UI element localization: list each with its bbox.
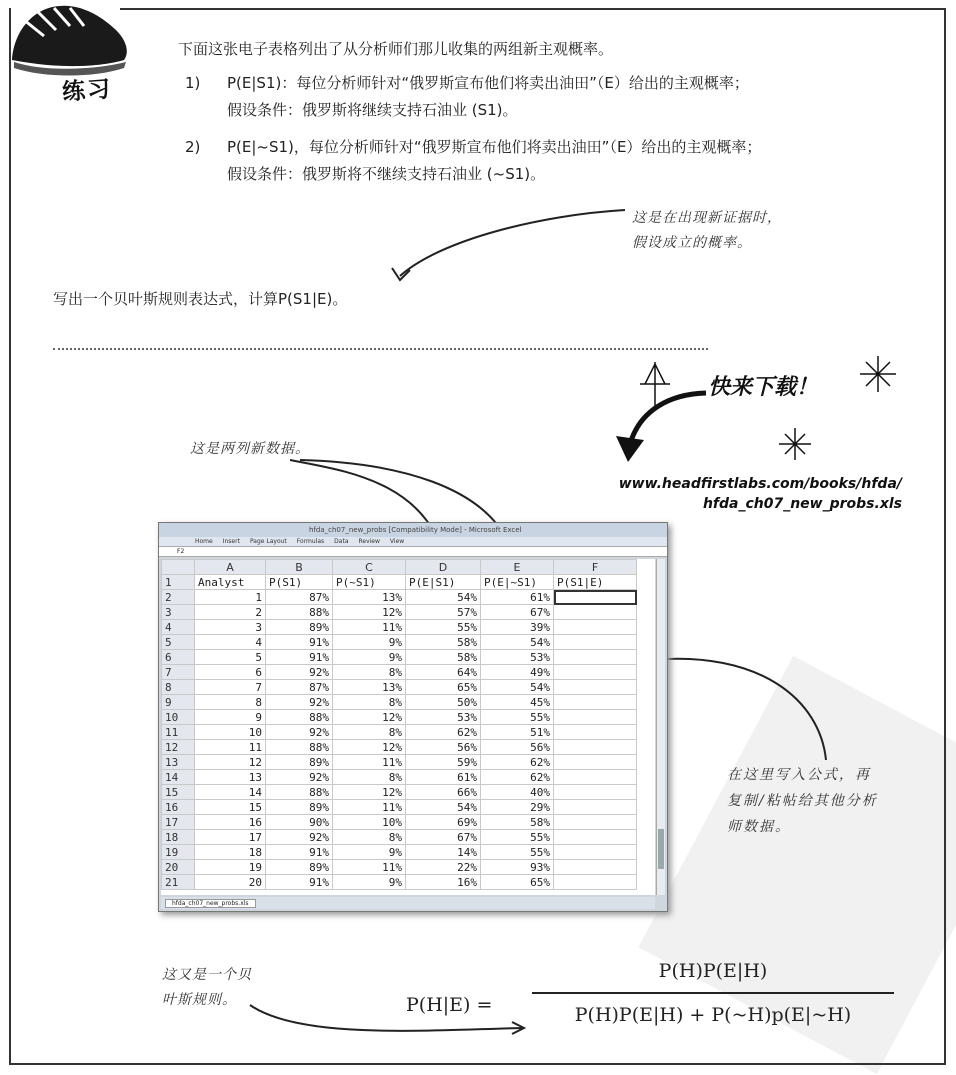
- column-header[interactable]: E: [481, 560, 554, 575]
- table-cell[interactable]: [554, 785, 637, 800]
- item-number: 1): [185, 74, 201, 92]
- table-cell[interactable]: 45%: [481, 695, 554, 710]
- table-cell[interactable]: 9%: [333, 845, 406, 860]
- table-row: [162, 650, 637, 665]
- table-cell[interactable]: [554, 800, 637, 815]
- table-cell[interactable]: 2: [195, 605, 266, 620]
- table-row: [162, 665, 637, 680]
- table-cell[interactable]: 92%: [266, 725, 333, 740]
- table-cell[interactable]: 54%: [406, 590, 481, 605]
- table-cell[interactable]: 8%: [333, 770, 406, 785]
- annotation-line: 这是在出现新证据时，: [632, 210, 782, 226]
- column-header[interactable]: C: [333, 560, 406, 575]
- spreadsheet-grid: [161, 559, 655, 895]
- table-cell[interactable]: 64%: [406, 665, 481, 680]
- table-cell[interactable]: 87%: [266, 680, 333, 695]
- table-cell[interactable]: [554, 605, 637, 620]
- table-cell[interactable]: 14: [195, 785, 266, 800]
- table-cell[interactable]: 89%: [266, 755, 333, 770]
- table-cell[interactable]: [554, 680, 637, 695]
- annotation-line: 假设成立的概率。: [632, 235, 752, 251]
- table-cell[interactable]: 12%: [333, 605, 406, 620]
- table-cell[interactable]: 90%: [266, 815, 333, 830]
- tab-review[interactable]: Review: [358, 538, 380, 545]
- tab-page-layout[interactable]: Page Layout: [249, 538, 287, 545]
- table-cell[interactable]: 88%: [266, 785, 333, 800]
- formula-numerator: P(H)P(E|H): [658, 960, 768, 982]
- scrollbar-thumb[interactable]: [658, 829, 664, 869]
- table-cell[interactable]: 19: [195, 860, 266, 875]
- table-cell[interactable]: 8%: [333, 695, 406, 710]
- table-cell[interactable]: 16%: [406, 875, 481, 890]
- tab-insert[interactable]: Insert: [222, 538, 240, 545]
- table-cell[interactable]: 12%: [333, 785, 406, 800]
- table-cell[interactable]: 58%: [481, 815, 554, 830]
- table-row: [162, 710, 637, 725]
- table-cell[interactable]: [554, 860, 637, 875]
- table-cell[interactable]: 10: [195, 725, 266, 740]
- table-cell[interactable]: 9%: [333, 650, 406, 665]
- table-cell[interactable]: 67%: [481, 605, 554, 620]
- table-cell[interactable]: 8: [195, 695, 266, 710]
- table-cell[interactable]: 88%: [266, 710, 333, 725]
- table-cell[interactable]: 6: [195, 665, 266, 680]
- row-header[interactable]: 6: [162, 650, 195, 665]
- table-cell[interactable]: 61%: [406, 770, 481, 785]
- table-cell[interactable]: 12%: [333, 710, 406, 725]
- table-cell[interactable]: 93%: [481, 860, 554, 875]
- table-row: [162, 590, 637, 605]
- table-cell[interactable]: [554, 620, 637, 635]
- table-row: [162, 605, 637, 620]
- table-cell[interactable]: 51%: [481, 725, 554, 740]
- table-cell[interactable]: 65%: [406, 680, 481, 695]
- table-cell[interactable]: 91%: [266, 635, 333, 650]
- formula-fraction: [532, 960, 894, 1026]
- table-row: [162, 860, 637, 875]
- table-cell[interactable]: 54%: [406, 800, 481, 815]
- table-cell[interactable]: 39%: [481, 620, 554, 635]
- table-cell[interactable]: 88%: [266, 605, 333, 620]
- column-header[interactable]: B: [266, 560, 333, 575]
- table-cell[interactable]: 56%: [481, 740, 554, 755]
- table-cell[interactable]: 88%: [266, 740, 333, 755]
- table-cell[interactable]: [554, 815, 637, 830]
- table-row: [162, 815, 637, 830]
- table-cell[interactable]: Analyst: [195, 575, 266, 590]
- column-header[interactable]: A: [195, 560, 266, 575]
- table-cell[interactable]: 18: [195, 845, 266, 860]
- table-cell[interactable]: 12%: [333, 740, 406, 755]
- row-header[interactable]: 14: [162, 770, 195, 785]
- table-row: [162, 680, 637, 695]
- table-cell[interactable]: 62%: [481, 770, 554, 785]
- table-cell[interactable]: 11%: [333, 800, 406, 815]
- annotation-new-columns: 这是两列新数据。: [190, 441, 310, 457]
- formula-bar[interactable]: [159, 546, 667, 557]
- table-cell[interactable]: 13%: [333, 680, 406, 695]
- table-cell[interactable]: 5: [195, 650, 266, 665]
- table-cell[interactable]: 4: [195, 635, 266, 650]
- table-cell[interactable]: 11: [195, 740, 266, 755]
- table-cell[interactable]: 10%: [333, 815, 406, 830]
- table-cell[interactable]: 56%: [406, 740, 481, 755]
- table-cell[interactable]: 14%: [406, 845, 481, 860]
- row-header[interactable]: 19: [162, 845, 195, 860]
- table-cell[interactable]: 11%: [333, 620, 406, 635]
- exercise-badge: [4, 0, 136, 108]
- table-cell[interactable]: [554, 740, 637, 755]
- table-cell[interactable]: [554, 725, 637, 740]
- table-cell[interactable]: 16: [195, 815, 266, 830]
- table-cell[interactable]: 13%: [333, 590, 406, 605]
- table-cell[interactable]: 3: [195, 620, 266, 635]
- sheet-tab-bar: [161, 897, 655, 909]
- table-cell[interactable]: 17: [195, 830, 266, 845]
- table-cell[interactable]: 62%: [406, 725, 481, 740]
- table-row: [162, 800, 637, 815]
- table-cell[interactable]: 55%: [481, 845, 554, 860]
- table-cell[interactable]: 11%: [333, 860, 406, 875]
- table-cell[interactable]: [554, 695, 637, 710]
- row-header[interactable]: 12: [162, 740, 195, 755]
- column-letter-row: [162, 560, 637, 575]
- row-header[interactable]: 13: [162, 755, 195, 770]
- table-cell[interactable]: 54%: [481, 680, 554, 695]
- table-cell[interactable]: 58%: [406, 635, 481, 650]
- table-cell[interactable]: 92%: [266, 665, 333, 680]
- table-cell[interactable]: 50%: [406, 695, 481, 710]
- selected-cell[interactable]: [554, 590, 637, 605]
- name-box[interactable]: F2: [177, 548, 185, 555]
- formula-denominator: P(H)P(E|H) + P(~H)p(E|~H): [574, 1004, 852, 1026]
- top-border: [120, 8, 944, 10]
- table-row: [162, 725, 637, 740]
- download-label: 快来下载！: [708, 374, 819, 400]
- table-cell[interactable]: [554, 665, 637, 680]
- row-header[interactable]: 2: [162, 590, 195, 605]
- table-cell[interactable]: 55%: [481, 830, 554, 845]
- table-cell[interactable]: 1: [195, 590, 266, 605]
- table-cell[interactable]: 9%: [333, 875, 406, 890]
- table-cell[interactable]: 9%: [333, 635, 406, 650]
- table-cell[interactable]: 92%: [266, 695, 333, 710]
- table-row: [162, 695, 637, 710]
- window-title: hfda_ch07_new_probs [Compatibility Mode] - Microsoft Excel: [309, 526, 522, 534]
- row-header[interactable]: 11: [162, 725, 195, 740]
- table-cell[interactable]: 11%: [333, 755, 406, 770]
- table-cell[interactable]: [554, 710, 637, 725]
- item-line: 假设条件：俄罗斯将不继续支持石油业 (~S1)。: [227, 165, 546, 183]
- table-row: [162, 845, 637, 860]
- table-cell[interactable]: 89%: [266, 860, 333, 875]
- ribbon-tabs: [159, 537, 667, 546]
- table-cell[interactable]: 62%: [481, 755, 554, 770]
- table-cell[interactable]: 91%: [266, 845, 333, 860]
- item-line: P(E|S1)：每位分析师针对“俄罗斯宣布他们将卖出油田”（E）给出的主观概率；: [227, 74, 749, 92]
- table-cell[interactable]: 89%: [266, 620, 333, 635]
- tab-data[interactable]: Data: [334, 538, 349, 545]
- question-text: 写出一个贝叶斯规则表达式，计算P(S1|E)。: [53, 290, 348, 308]
- table-row: [162, 785, 637, 800]
- table-cell[interactable]: [554, 650, 637, 665]
- row-header[interactable]: 10: [162, 710, 195, 725]
- url-line: hfda_ch07_new_probs.xls: [702, 496, 902, 512]
- formula-lhs: P(H|E) =: [406, 994, 493, 1016]
- table-cell[interactable]: 15: [195, 800, 266, 815]
- table-cell[interactable]: 92%: [266, 770, 333, 785]
- row-header[interactable]: 20: [162, 860, 195, 875]
- table-cell[interactable]: 66%: [406, 785, 481, 800]
- data-table: [161, 559, 637, 890]
- annotation-evidence: [632, 206, 782, 256]
- spreadsheet-screenshot: [158, 522, 668, 912]
- row-header[interactable]: 7: [162, 665, 195, 680]
- table-cell[interactable]: 8%: [333, 665, 406, 680]
- table-row: [162, 620, 637, 635]
- table-cell[interactable]: 53%: [481, 650, 554, 665]
- table-cell[interactable]: 12: [195, 755, 266, 770]
- table-cell[interactable]: 8%: [333, 725, 406, 740]
- table-cell[interactable]: 61%: [481, 590, 554, 605]
- table-cell[interactable]: [554, 875, 637, 890]
- intro-text: 下面这张电子表格列出了从分析师们那儿收集的两组新主观概率。: [178, 40, 614, 58]
- row-header[interactable]: 17: [162, 815, 195, 830]
- annotation-line: 叶斯规则。: [162, 992, 237, 1008]
- vertical-scrollbar[interactable]: [656, 559, 665, 895]
- table-cell[interactable]: 89%: [266, 800, 333, 815]
- annotation-line: 在这里写入公式，再: [727, 767, 871, 783]
- annotation-formula: [727, 762, 927, 840]
- table-cell[interactable]: P(S1|E): [554, 575, 637, 590]
- table-cell[interactable]: 65%: [481, 875, 554, 890]
- download-url[interactable]: [590, 474, 902, 514]
- table-cell[interactable]: [554, 635, 637, 650]
- table-row: [162, 575, 637, 590]
- row-header[interactable]: 3: [162, 605, 195, 620]
- table-cell[interactable]: P(~S1): [333, 575, 406, 590]
- excel-titlebar: [159, 523, 667, 537]
- table-cell[interactable]: 53%: [406, 710, 481, 725]
- row-header[interactable]: 8: [162, 680, 195, 695]
- table-cell[interactable]: 9: [195, 710, 266, 725]
- table-cell[interactable]: 49%: [481, 665, 554, 680]
- annotation-line: 复制/粘帖给其他分析: [727, 793, 878, 809]
- table-cell[interactable]: 40%: [481, 785, 554, 800]
- table-cell[interactable]: 22%: [406, 860, 481, 875]
- row-header[interactable]: 21: [162, 875, 195, 890]
- table-cell[interactable]: 57%: [406, 605, 481, 620]
- table-cell[interactable]: 69%: [406, 815, 481, 830]
- table-cell[interactable]: 20: [195, 875, 266, 890]
- annotation-line: 师数据。: [727, 819, 791, 835]
- item-line: 假设条件：俄罗斯将继续支持石油业 (S1)。: [227, 101, 518, 119]
- table-cell[interactable]: 91%: [266, 650, 333, 665]
- table-row: [162, 875, 637, 890]
- column-header[interactable]: D: [406, 560, 481, 575]
- tab-view[interactable]: View: [389, 538, 405, 545]
- table-row: [162, 635, 637, 650]
- row-header[interactable]: 18: [162, 830, 195, 845]
- table-cell[interactable]: P(E|~S1): [481, 575, 554, 590]
- row-header[interactable]: 9: [162, 695, 195, 710]
- sheet-tab[interactable]: hfda_ch07_new_probs.xls: [165, 899, 256, 908]
- table-cell[interactable]: 55%: [481, 710, 554, 725]
- table-cell[interactable]: P(S1): [266, 575, 333, 590]
- table-cell[interactable]: P(E|S1): [406, 575, 481, 590]
- table-cell[interactable]: [554, 770, 637, 785]
- answer-line: [53, 348, 708, 350]
- tab-formulas[interactable]: Formulas: [296, 538, 325, 545]
- table-cell[interactable]: [554, 755, 637, 770]
- url-line: www.headfirstlabs.com/books/hfda/: [618, 476, 902, 492]
- table-cell[interactable]: 67%: [406, 830, 481, 845]
- column-header[interactable]: F: [554, 560, 637, 575]
- row-header[interactable]: 15: [162, 785, 195, 800]
- table-cell[interactable]: 91%: [266, 875, 333, 890]
- table-row: [162, 770, 637, 785]
- table-cell[interactable]: [554, 830, 637, 845]
- table-cell[interactable]: 8%: [333, 830, 406, 845]
- item-line: P(E|~S1)，每位分析师针对“俄罗斯宣布他们将卖出油田”（E）给出的主观概率；: [227, 138, 762, 156]
- table-cell[interactable]: 29%: [481, 800, 554, 815]
- row-header[interactable]: 4: [162, 620, 195, 635]
- table-cell[interactable]: 54%: [481, 635, 554, 650]
- table-cell[interactable]: 7: [195, 680, 266, 695]
- row-header[interactable]: 1: [162, 575, 195, 590]
- table-cell[interactable]: 58%: [406, 650, 481, 665]
- corner-cell[interactable]: [162, 560, 195, 575]
- table-cell[interactable]: 92%: [266, 830, 333, 845]
- item-number: 2): [185, 138, 201, 156]
- row-header[interactable]: 5: [162, 635, 195, 650]
- table-row: [162, 740, 637, 755]
- exercise-label: 练习: [61, 75, 114, 106]
- table-row: [162, 755, 637, 770]
- annotation-line: 这又是一个贝: [162, 967, 252, 983]
- tab-home[interactable]: Home: [195, 538, 213, 545]
- table-cell[interactable]: 87%: [266, 590, 333, 605]
- table-row: [162, 830, 637, 845]
- table-cell[interactable]: 55%: [406, 620, 481, 635]
- table-cell[interactable]: 13: [195, 770, 266, 785]
- row-header[interactable]: 16: [162, 800, 195, 815]
- table-cell[interactable]: 59%: [406, 755, 481, 770]
- annotation-bayes: [162, 963, 252, 1013]
- table-cell[interactable]: [554, 845, 637, 860]
